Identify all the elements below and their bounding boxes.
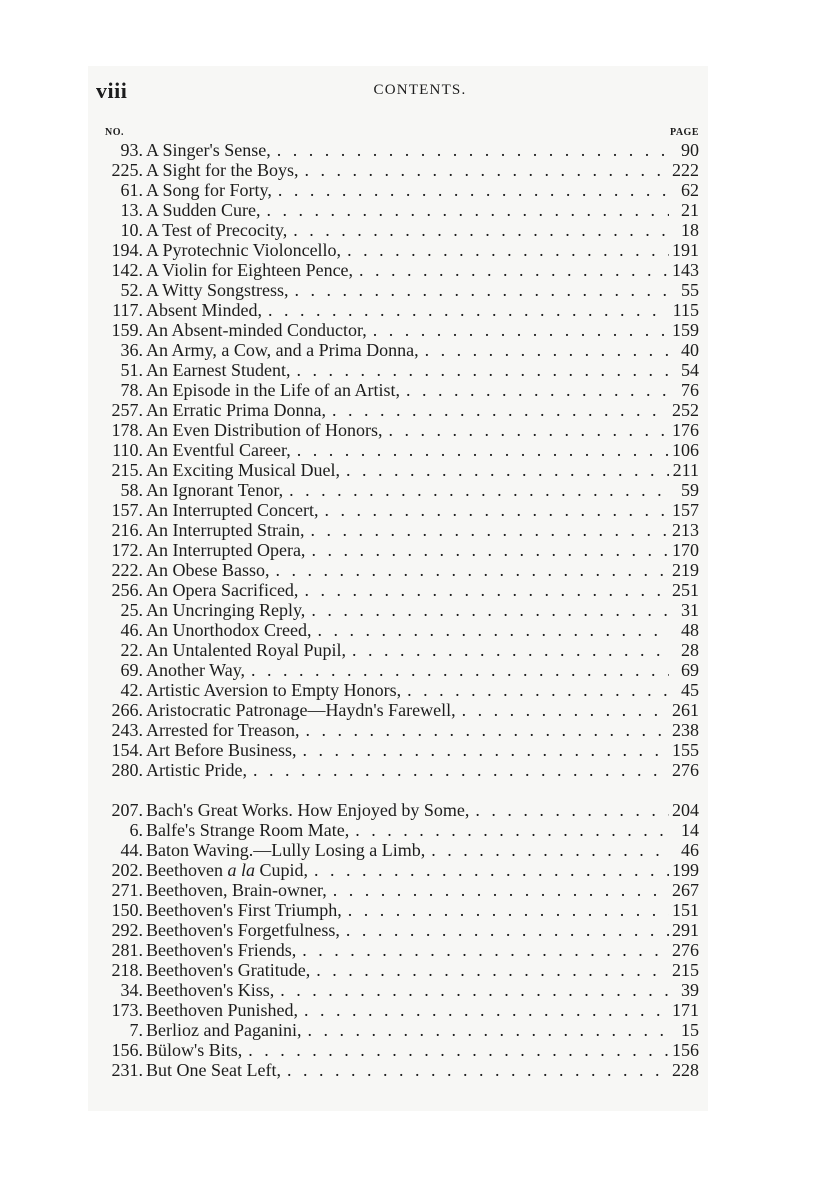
dot-leader [262,300,669,320]
entry-number: 271. [111,880,143,900]
entry-number: 44. [120,840,143,860]
entry-page: 40 [681,340,699,360]
entry-page: 156 [672,1040,699,1060]
dot-leader [353,260,669,280]
entry-title: An Interrupted Strain, [146,520,305,540]
dot-leader [291,440,669,460]
entry-number: 93. [120,140,143,160]
entry-title: Balfe's Strange Room Mate, [146,820,350,840]
toc-entry [96,940,699,960]
toc-group [96,800,699,1080]
entry-page: 191 [672,240,699,260]
dot-leader [326,400,669,420]
entry-page: 222 [672,160,699,180]
dot-leader [425,840,669,860]
entry-title: Baton Waving.—Lully Losing a Limb, [146,840,426,860]
entry-number: 266. [111,700,143,720]
dot-leader [349,820,669,840]
toc-entry [96,220,699,240]
entry-title: An Unorthodox Creed, [146,620,312,640]
dot-leader [299,720,669,740]
entry-page: 176 [672,420,699,440]
toc-entry [96,140,699,160]
entry-title: A Sudden Cure, [146,200,261,220]
dot-leader [305,600,669,620]
dot-leader [382,420,669,440]
entry-title: Beethoven's First Triumph, [146,900,342,920]
entry-page: 76 [681,380,699,400]
entry-title: An Ignorant Tenor, [146,480,284,500]
entry-title: An Interrupted Opera, [146,540,306,560]
entry-number: 58. [120,480,143,500]
entry-number: 7. [129,1020,143,1040]
entry-number: 110. [112,440,143,460]
toc-entry [96,800,699,820]
entry-title: An Exciting Musical Duel, [146,460,340,480]
toc-entry [96,360,699,380]
entry-title: Absent Minded, [146,300,262,320]
column-header-number: NO. [105,127,124,138]
entry-number: 207. [111,800,143,820]
toc-entry [96,820,699,840]
entry-title: An Untalented Royal Pupil, [146,640,346,660]
entry-number: 52. [120,280,143,300]
entry-number: 231. [111,1060,143,1080]
toc-entry [96,620,699,640]
toc-entry [96,420,699,440]
table-of-contents [96,140,699,1080]
dot-leader [311,620,669,640]
toc-entry [96,540,699,560]
entry-page: 106 [672,440,699,460]
toc-entry [96,660,699,680]
entry-title: An Even Distribution of Honors, [146,420,383,440]
entry-page: 143 [672,260,699,280]
entry-title: Beethoven's Kiss, [146,980,275,1000]
dot-leader [274,980,669,1000]
dot-leader [245,660,669,680]
entry-number: 172. [111,540,143,560]
dot-leader [296,940,669,960]
dot-leader [290,360,669,380]
entry-page: 31 [681,600,699,620]
toc-entry [96,320,699,340]
entry-title: But One Seat Left, [146,1060,281,1080]
entry-page: 238 [672,720,699,740]
entry-page: 59 [681,480,699,500]
entry-title: Aristocratic Patronage—Haydn's Farewell, [146,700,456,720]
entry-title: An Earnest Student, [146,360,291,380]
dot-leader [367,320,669,340]
toc-entry [96,400,699,420]
entry-page: 228 [672,1060,699,1080]
toc-entry [96,1000,699,1020]
entry-title: A Test of Precocity, [146,220,288,240]
entry-page: 62 [681,180,699,200]
toc-entry [96,1020,699,1040]
entry-page: 211 [672,460,699,480]
toc-entry [96,520,699,540]
dot-leader [304,520,669,540]
entry-number: 34. [120,980,143,1000]
entry-number: 25. [120,600,143,620]
dot-leader [400,380,669,400]
dot-leader [419,340,669,360]
dot-leader [327,880,669,900]
toc-entry [96,600,699,620]
entry-page: 291 [672,920,699,940]
entry-number: 281. [111,940,143,960]
entry-number: 225. [111,160,143,180]
entry-title: Beethoven's Forgetfulness, [146,920,340,940]
dot-leader [456,700,669,720]
dot-leader [296,740,669,760]
entry-title: An Obese Basso, [146,560,270,580]
entry-title: A Violin for Eighteen Pence, [146,260,354,280]
entry-title: A Song for Forty, [146,180,272,200]
toc-entry [96,200,699,220]
entry-number: 150. [111,900,143,920]
entry-number: 51. [120,360,143,380]
entry-title: Bach's Great Works. How Enjoyed by Some, [146,800,470,820]
entry-page: 18 [681,220,699,240]
entry-page: 54 [681,360,699,380]
entry-number: 156. [111,1040,143,1060]
entry-page: 14 [681,820,699,840]
dot-leader [301,1020,669,1040]
toc-entry [96,880,699,900]
toc-entry [96,340,699,360]
toc-entry [96,1040,699,1060]
dot-leader [247,760,669,780]
toc-entry [96,180,699,200]
entry-number: 292. [111,920,143,940]
entry-title: Beethoven's Friends, [146,940,297,960]
toc-entry [96,860,699,880]
dot-leader [346,640,669,660]
entry-page: 276 [672,940,699,960]
entry-number: 117. [112,300,143,320]
dot-leader [308,860,669,880]
dot-leader [288,280,669,300]
entry-title: Artistic Aversion to Empty Honors, [146,680,402,700]
toc-entry [96,1060,699,1080]
entry-number: 178. [111,420,143,440]
entry-number: 42. [120,680,143,700]
toc-entry [96,920,699,940]
toc-entry [96,840,699,860]
entry-number: 10. [120,220,143,240]
entry-title: Beethoven a la Cupid, [146,860,309,880]
dot-leader [287,220,669,240]
entry-number: 222. [111,560,143,580]
toc-entry [96,460,699,480]
entry-page: 45 [681,680,699,700]
entry-page: 157 [672,500,699,520]
entry-title: Another Way, [146,660,246,680]
dot-leader [401,680,669,700]
entry-title: An Interrupted Concert, [146,500,319,520]
toc-entry [96,740,699,760]
toc-entry [96,500,699,520]
entry-title: An Opera Sacrificed, [146,580,299,600]
dot-leader [281,1060,669,1080]
entry-page: 46 [681,840,699,860]
entry-title: Beethoven Punished, [146,1000,298,1020]
entry-title: Bülow's Bits, [146,1040,243,1060]
entry-number: 142. [111,260,143,280]
entry-page: 159 [672,320,699,340]
toc-entry [96,560,699,580]
dot-leader [242,1040,669,1060]
toc-entry [96,280,699,300]
entry-title: An Eventful Career, [146,440,291,460]
column-header-page: PAGE [669,127,699,138]
entry-title: Arrested for Treason, [146,720,300,740]
entry-number: 6. [129,820,143,840]
dot-leader [283,480,669,500]
entry-title: Artistic Pride, [146,760,247,780]
entry-page: 48 [681,620,699,640]
dot-leader [271,140,669,160]
entry-page: 252 [672,400,699,420]
dot-leader [340,460,669,480]
toc-entry [96,240,699,260]
entry-page: 115 [672,300,699,320]
dot-leader [298,580,669,600]
entry-number: 157. [111,500,143,520]
dot-leader [310,960,669,980]
entry-number: 13. [120,200,143,220]
dot-leader [261,200,670,220]
entry-title: Beethoven's Gratitude, [146,960,311,980]
entry-number: 69. [120,660,143,680]
entry-title: A Singer's Sense, [146,140,271,160]
toc-entry [96,480,699,500]
entry-page: 171 [672,1000,699,1020]
entry-number: 218. [111,960,143,980]
entry-number: 159. [111,320,143,340]
entry-number: 46. [120,620,143,640]
toc-entry [96,680,699,700]
entry-number: 194. [111,240,143,260]
dot-leader [305,540,669,560]
entry-page: 69 [681,660,699,680]
page-folio: viii [96,78,128,103]
entry-title: An Absent-minded Conductor, [146,320,367,340]
entry-title: A Pyrotechnic Violoncello, [146,240,342,260]
toc-entry [96,980,699,1000]
running-head-title: CONTENTS. [373,82,467,98]
toc-entry [96,720,699,740]
entry-number: 257. [111,400,143,420]
toc-entry [96,440,699,460]
entry-number: 61. [120,180,143,200]
entry-title: An Erratic Prima Donna, [146,400,326,420]
entry-page: 55 [681,280,699,300]
dot-leader [299,160,669,180]
entry-page: 28 [681,640,699,660]
entry-page: 170 [672,540,699,560]
toc-entry [96,760,699,780]
entry-number: 280. [111,760,143,780]
entry-title: An Army, a Cow, and a Prima Donna, [146,340,419,360]
entry-title: Berlioz and Paganini, [146,1020,302,1040]
entry-page: 21 [681,200,699,220]
entry-page: 39 [681,980,699,1000]
entry-number: 202. [111,860,143,880]
entry-number: 243. [111,720,143,740]
dot-leader [340,920,669,940]
entry-number: 215. [111,460,143,480]
toc-entry [96,900,699,920]
entry-page: 90 [681,140,699,160]
dot-leader [298,1000,669,1020]
entry-page: 151 [672,900,699,920]
entry-title: A Witty Songstress, [146,280,289,300]
dot-leader [318,500,669,520]
entry-page: 213 [672,520,699,540]
entry-title: An Uncringing Reply, [146,600,306,620]
toc-entry [96,580,699,600]
dot-leader [270,560,670,580]
toc-entry [96,960,699,980]
dot-leader [341,240,669,260]
toc-entry [96,160,699,180]
entry-page: 261 [672,700,699,720]
toc-entry [96,380,699,400]
entry-page: 219 [672,560,699,580]
entry-number: 154. [111,740,143,760]
entry-number: 36. [120,340,143,360]
entry-title: Art Before Business, [146,740,297,760]
entry-number: 173. [111,1000,143,1020]
entry-page: 155 [672,740,699,760]
dot-leader [272,180,669,200]
entry-page: 204 [672,800,699,820]
toc-group [96,140,699,780]
toc-entry [96,640,699,660]
dot-leader [469,800,669,820]
entry-page: 251 [672,580,699,600]
entry-title: A Sight for the Boys, [146,160,299,180]
entry-page: 199 [672,860,699,880]
toc-entry [96,300,699,320]
entry-number: 78. [120,380,143,400]
entry-page: 267 [672,880,699,900]
entry-title: An Episode in the Life of an Artist, [146,380,400,400]
entry-page: 215 [672,960,699,980]
entry-number: 256. [111,580,143,600]
entry-page: 15 [681,1020,699,1040]
entry-page: 276 [672,760,699,780]
toc-entry [96,260,699,280]
dot-leader [342,900,669,920]
entry-number: 216. [111,520,143,540]
toc-entry [96,700,699,720]
entry-number: 22. [120,640,143,660]
entry-title: Beethoven, Brain-owner, [146,880,327,900]
